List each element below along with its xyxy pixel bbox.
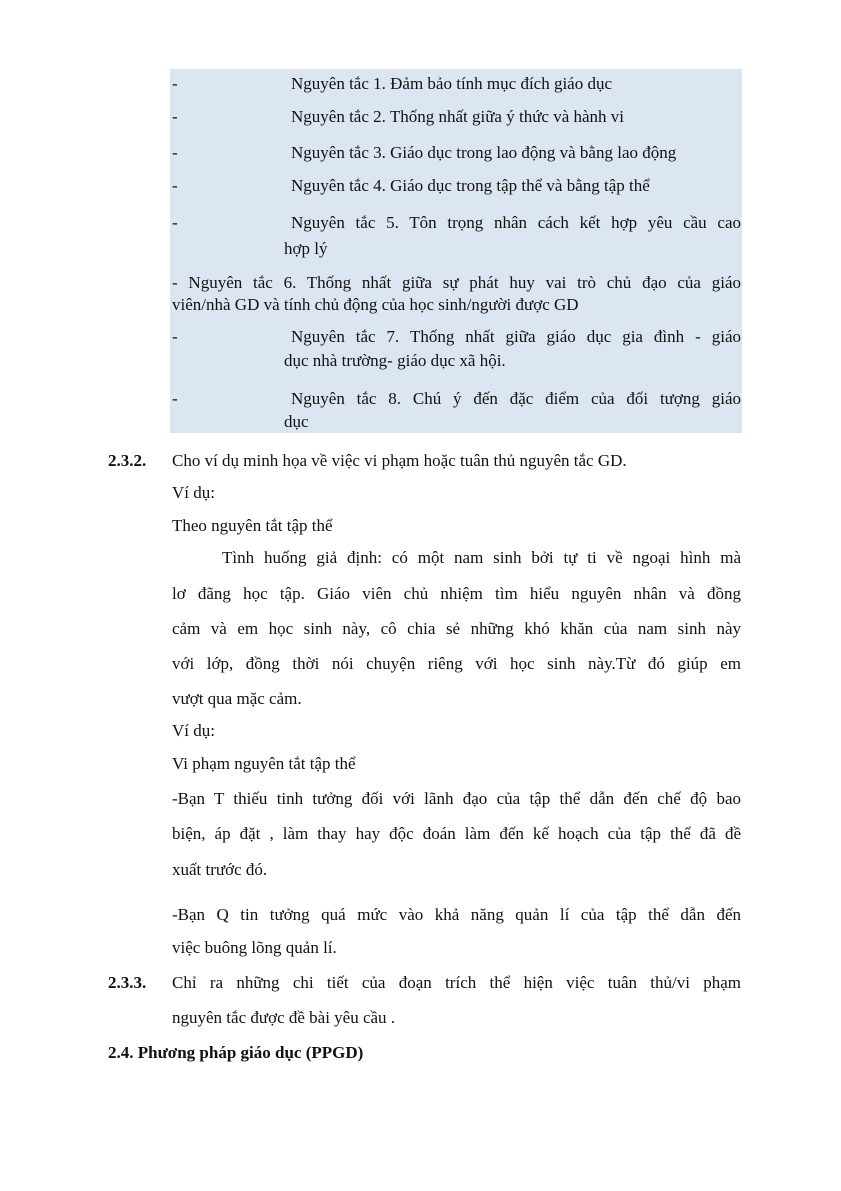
example-2-p2-line-2: việc buông lõng quản lí. [172,938,337,957]
section-2-3-2-title: Cho ví dụ minh họa về việc vi phạm hoặc tuân thủ nguyên tắc GD. [172,451,627,470]
principle-8-dash: - [172,389,178,408]
principle-5-dash: - [172,213,178,232]
principle-2-text: Nguyên tắc 2. Thống nhất giữa ý thức và hành vi [291,107,625,126]
principle-7-line-2: dục nhà trường- giáo dục xã hội. [284,351,506,370]
example-2-p1-line-1: -Bạn T thiếu tinh tưởng đối với lãnh đạo của tập thể dẫn đến chế độ bao [172,789,741,808]
example-2-heading: Vi phạm nguyên tắt tập thể [172,754,356,773]
example-2-p1-line-3: xuất trước đó. [172,860,268,879]
section-2-3-3-number: 2.3.3. [108,973,147,992]
principle-2-dash: - [172,107,178,126]
principle-4-text: Nguyên tắc 4. Giáo dục trong tập thể và bằng tập thể [291,176,650,195]
section-2-3-3-line-2: nguyên tắc được đề bài yêu cầu . [172,1008,396,1027]
principle-8-line-2: dục [284,412,309,431]
example-1-line-1: Tình huống giả định: có một nam sinh bởi tự ti về ngoại hình mà [222,548,741,567]
principle-1-dash: - [172,74,178,93]
section-2-3-3-line-1: Chỉ ra những chi tiết của đoạn trích thể hiện việc tuân thủ/vi phạm [172,973,741,992]
example-1-line-5: vượt qua mặc cảm. [172,689,302,708]
principle-7-dash: - [172,327,178,346]
example-1-heading: Theo nguyên tắt tập thể [172,516,333,535]
example-1-label: Ví dụ: [172,483,215,502]
principle-5-line-2: hợp lý [284,239,328,258]
principle-6-line-1: - Nguyên tắc 6. Thống nhất giữa sự phát huy vai trò chủ đạo của giáo [172,273,741,292]
principle-1-text: Nguyên tắc 1. Đảm bảo tính mục đích giáo dục [291,74,613,93]
principle-8-line-1: Nguyên tắc 8. Chú ý đến đặc điểm của đối tượng giáo [291,389,741,408]
principle-6-line-2: viên/nhà GD và tính chủ động của học sinh/người được GD [172,295,579,314]
principle-5-line-1: Nguyên tắc 5. Tôn trọng nhân cách kết hợp yêu cầu cao [291,213,741,232]
example-2-label: Ví dụ: [172,721,215,740]
principle-3-text: Nguyên tắc 3. Giáo dục trong lao động và bằng lao động [291,143,677,162]
example-1-line-3: cảm và em học sinh này, cô chia sẻ những khó khăn của nam sinh này [172,619,741,638]
example-2-p2-line-1: -Bạn Q tin tưởng quá mức vào khả năng quản lí của tập thể dẫn đến [172,905,741,924]
section-2-4-title: 2.4. Phương pháp giáo dục (PPGD) [108,1043,364,1062]
section-2-3-2-number: 2.3.2. [108,451,147,470]
principle-4-dash: - [172,176,178,195]
principle-3-dash: - [172,143,178,162]
example-1-line-2: lơ đãng học tập. Giáo viên chủ nhiệm tìm hiểu nguyên nhân và đồng [172,584,741,603]
example-1-line-4: với lớp, đồng thời nói chuyện riêng với học sinh này.Từ đó giúp em [172,654,741,673]
example-2-p1-line-2: biện, áp đặt , làm thay hay độc đoán làm đến kế hoạch của tập thể đã đề [172,824,741,843]
principle-7-line-1: Nguyên tắc 7. Thống nhất giữa giáo dục gia đình - giáo [291,327,741,346]
